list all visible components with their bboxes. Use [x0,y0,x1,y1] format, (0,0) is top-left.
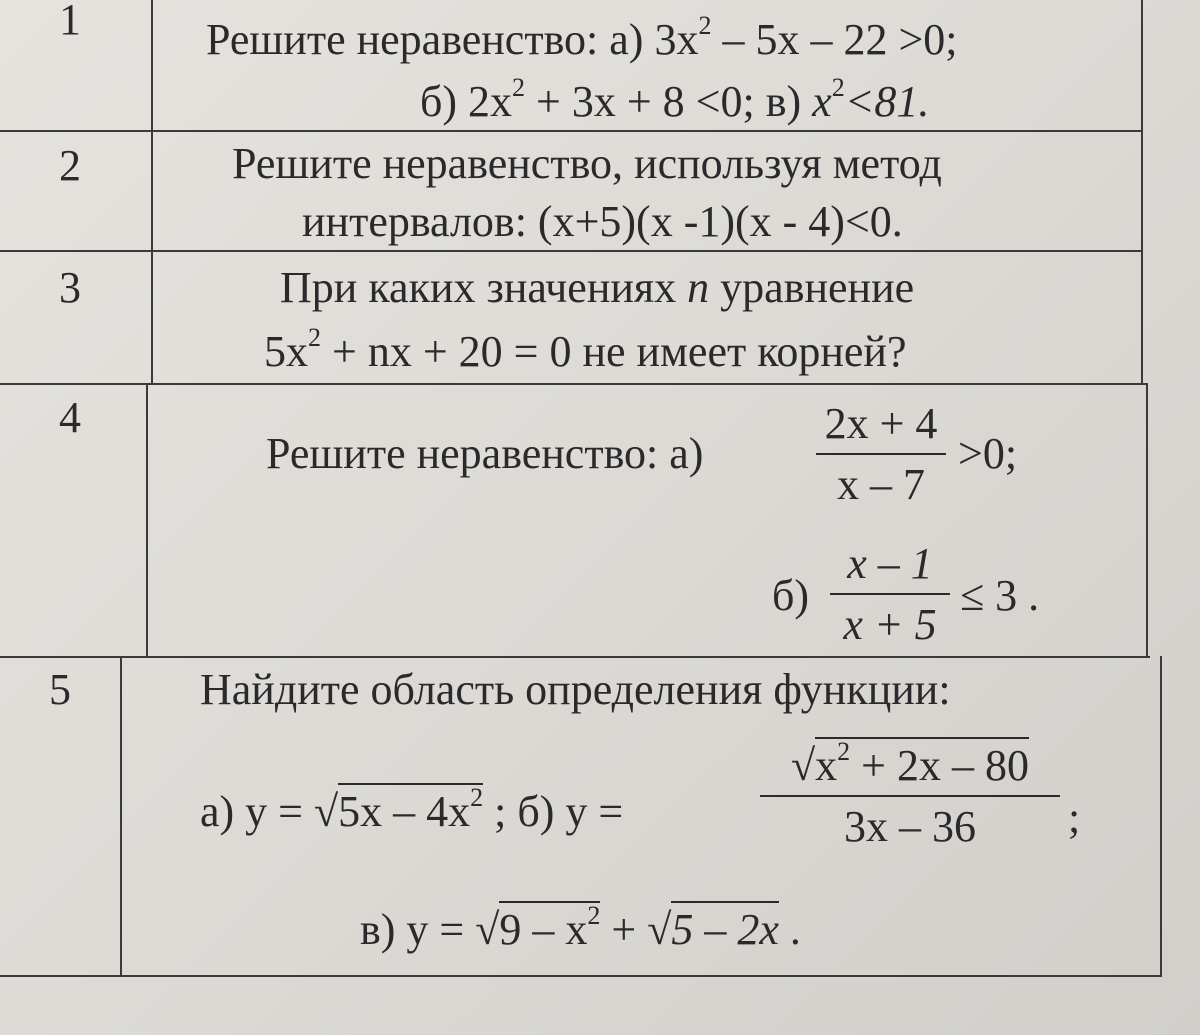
sqrt-icon: √ [314,787,339,836]
fraction-b-tail: ≤ 3 . [960,571,1040,620]
math-expr: + nx + 20 = 0 не имеет корней? [321,327,907,376]
math-expr: + [600,905,648,954]
sqrt-icon: √ [475,905,500,954]
exponent: 2 [470,783,484,812]
row-number: 3 [59,263,81,312]
row-divider [0,250,1142,252]
row-number: 5 [49,665,71,714]
task-1-line-1 [206,11,958,65]
fraction-denominator: x – 7 [837,460,925,509]
math-expr: . [778,905,801,954]
fraction-a [816,398,946,510]
fraction-a-tail: >0; [958,429,1018,478]
math-expr: 5x [264,327,308,376]
math-expr: а) y = [200,787,314,836]
row-number: 1 [59,0,81,44]
fraction-denominator: 3x – 36 [844,802,976,851]
radicand [499,901,600,954]
row-divider [0,383,1146,385]
fraction-bar [760,795,1060,797]
radicand: 5 – 2x [671,901,779,954]
task-2-line-1: Решите неравенство, используя метод [232,139,942,188]
column-divider [120,656,122,976]
math-expr: в) y = [360,905,476,954]
row-number: 4 [59,393,81,442]
exponent: 2 [831,73,845,102]
sqrt-icon: √ [791,741,816,790]
math-expr: б) 2x [420,77,513,126]
square-root [314,783,484,837]
square-root [791,737,1029,791]
sqrt-icon: √ [647,905,672,954]
fraction-numerator: x – 1 [847,539,933,588]
fraction-numerator [760,737,1060,791]
task-3-line-2 [264,323,907,377]
math-expr: 3x [654,15,699,64]
exponent: 2 [587,901,601,930]
math-expr: – 5x – 22 >0; [711,15,958,64]
column-divider [151,0,153,385]
radicand-text: 9 – x [499,905,588,954]
square-root [647,904,779,955]
radicand-text: x [815,741,838,790]
task-text: уравнение [709,263,915,312]
task-5-c [360,901,801,955]
radicand-text: 5x – 4x [338,787,471,836]
exponent: 2 [837,737,851,766]
math-expr: + 3x + 8 <0; в) [525,77,813,126]
task-5-a [200,783,624,837]
right-border [1160,656,1162,977]
square-root [475,901,601,955]
radicand-text: + 2x – 80 [850,741,1029,790]
exponent: 2 [512,73,526,102]
math-var: n [687,263,710,312]
row-divider [0,130,1142,132]
right-border [1141,0,1143,385]
task-4-lead: Решите неравенство: а) [266,429,704,478]
right-border [1146,383,1148,658]
math-expr: ; б) y = [483,787,624,836]
column-divider [146,383,148,658]
math-var: x [812,77,832,126]
radicand [338,783,483,836]
fraction-5b [760,737,1060,852]
task-1-line-2 [420,73,930,127]
task-4-label-b: б) [772,571,810,620]
row-divider [0,975,1162,977]
fraction-b [830,538,950,650]
task-2-line-2: интервалов: (x+5)(x -1)(x - 4)<0. [302,197,903,246]
task-5-line-1: Найдите область определения функции: [200,665,951,714]
task-text: При каких значениях [280,263,688,312]
fraction-denominator: x + 5 [843,600,937,649]
row-number: 2 [59,141,81,190]
math-expr: <81. [844,77,930,126]
fraction-5b-tail: ; [1068,793,1081,842]
fraction-bar [830,593,950,595]
fraction-numerator: 2x + 4 [824,399,938,448]
radicand [815,737,1029,790]
exponent: 2 [308,323,321,352]
fraction-bar [816,453,946,455]
task-3-line-1 [280,262,914,313]
exponent: 2 [698,11,712,40]
task-text: Решите неравенство: а) [206,15,655,64]
row-divider [0,656,1150,658]
